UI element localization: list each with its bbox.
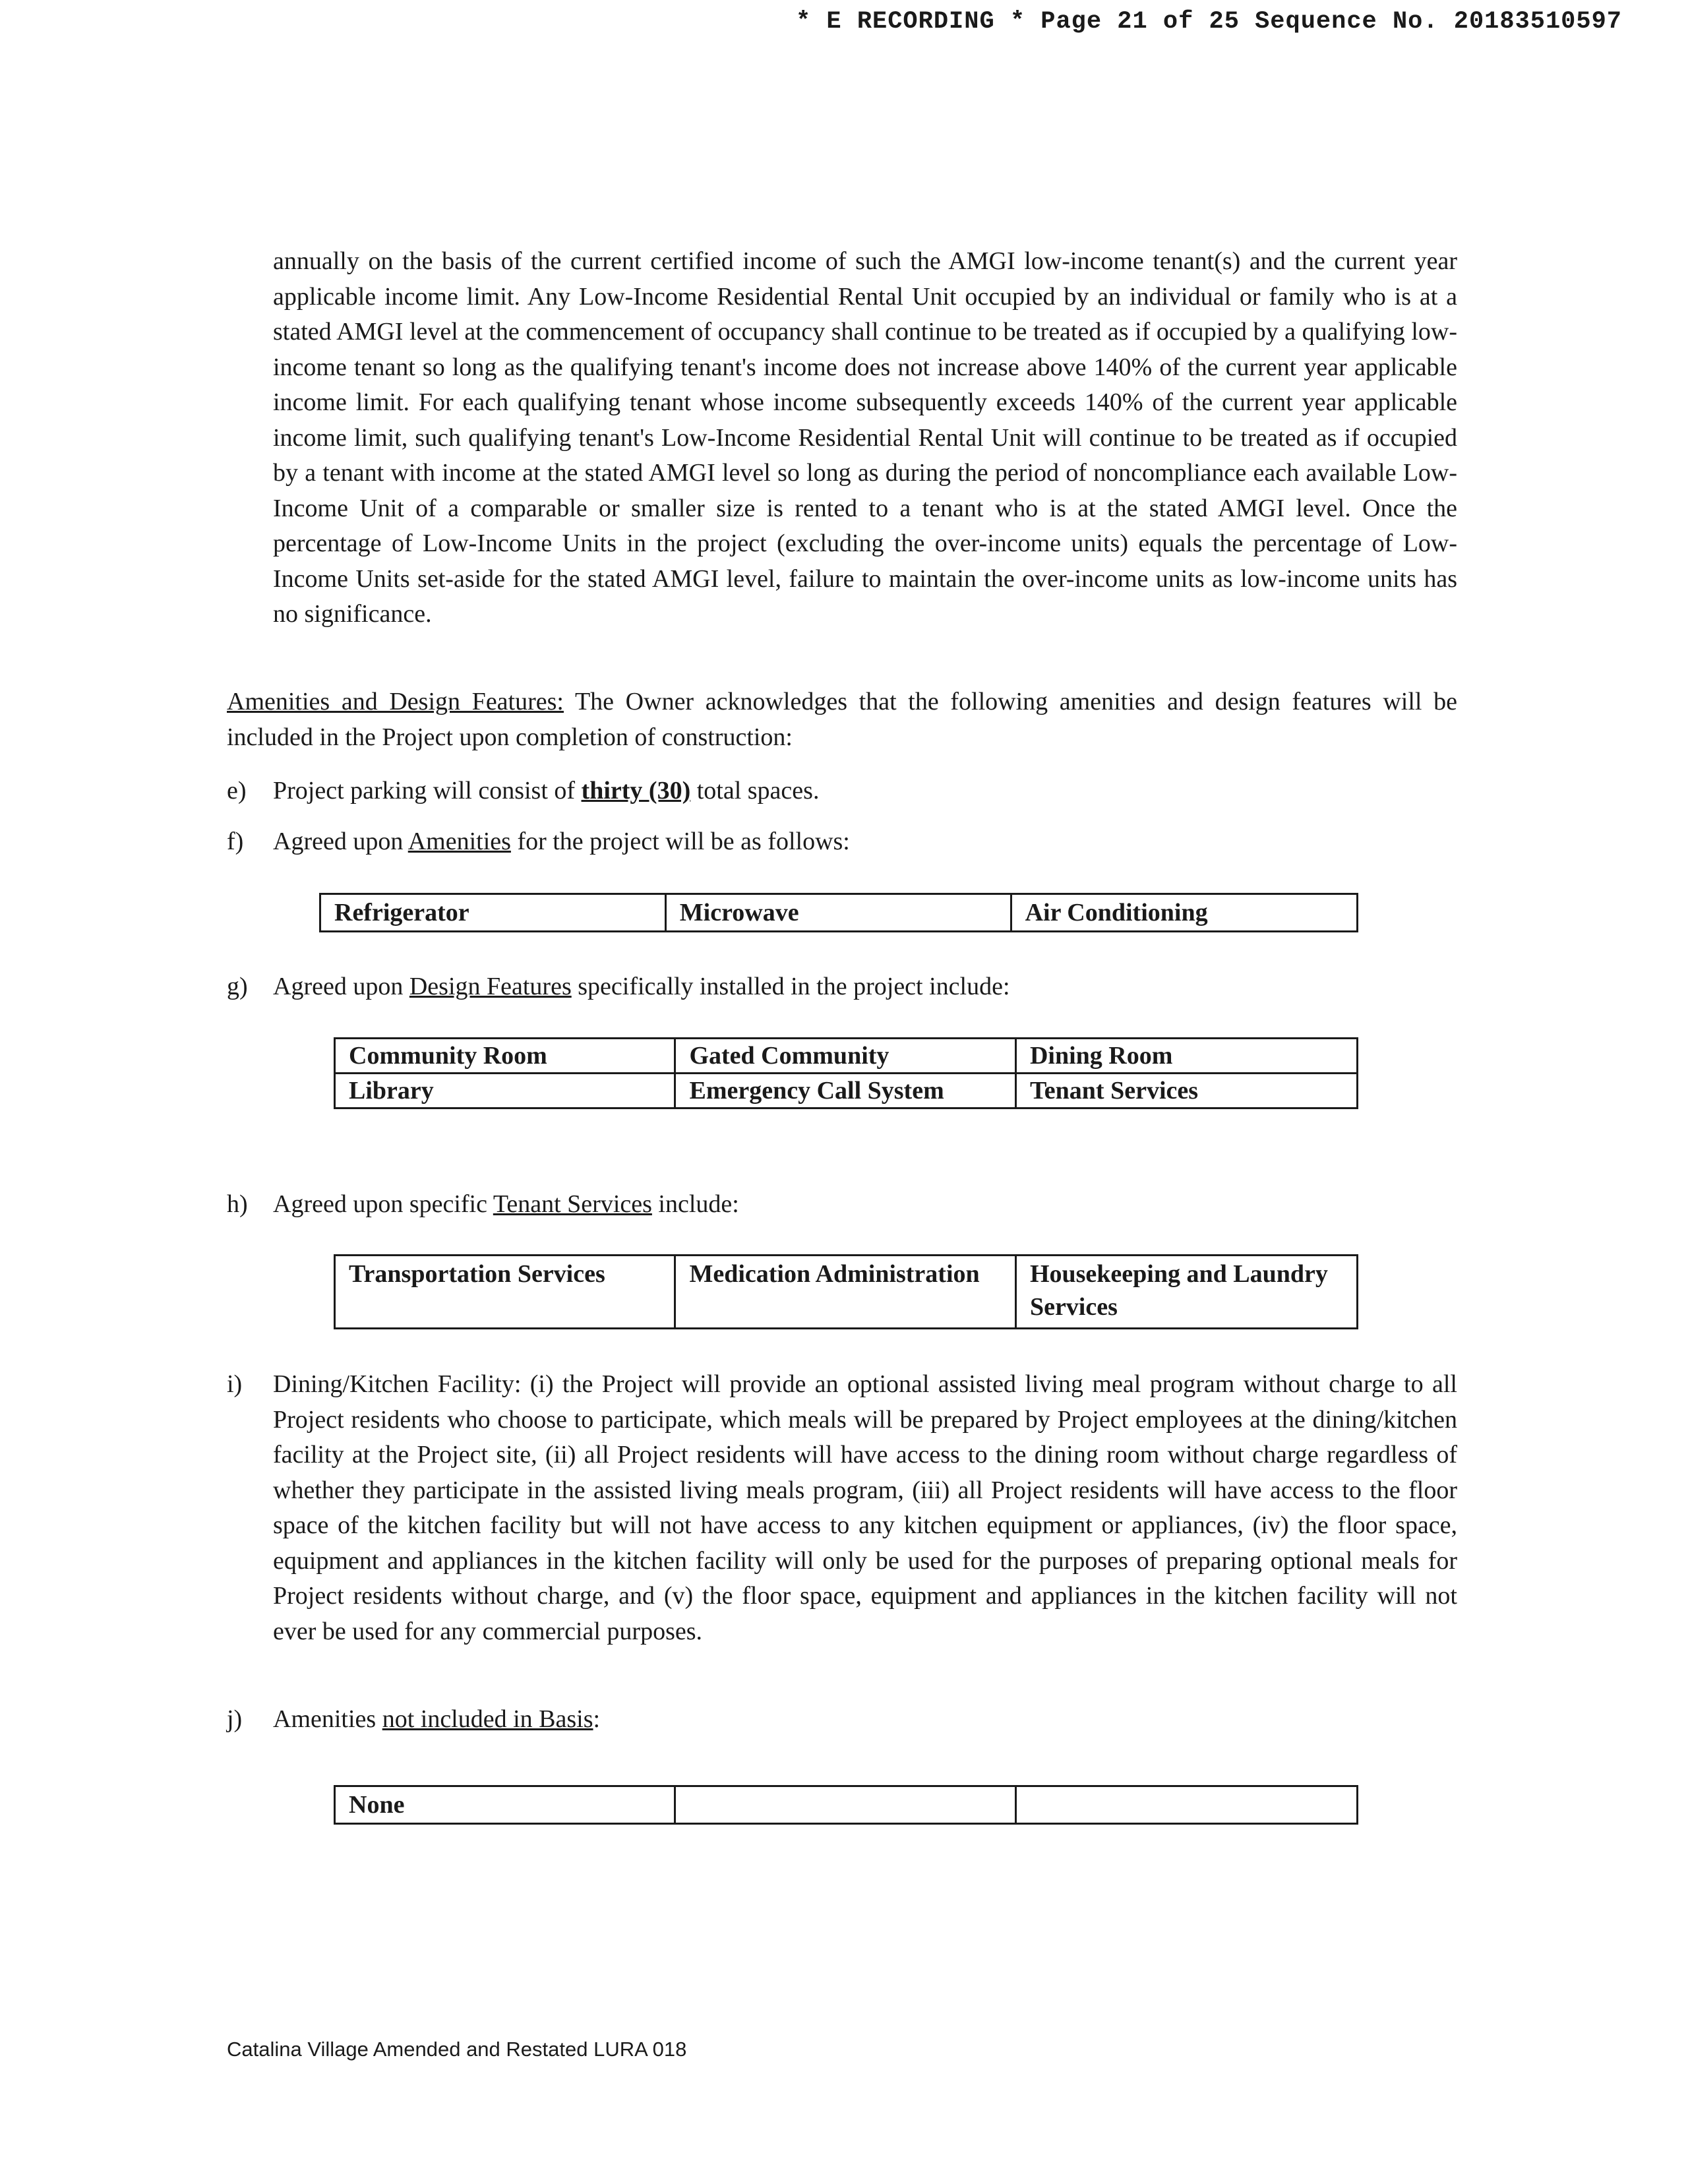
parking-count: thirty (30) bbox=[581, 777, 691, 804]
item-underlined-term: Tenant Services bbox=[493, 1190, 652, 1218]
item-label: g) bbox=[227, 973, 248, 1000]
item-label: h) bbox=[227, 1190, 248, 1218]
item-text: total spaces. bbox=[690, 777, 820, 804]
table-cell: Community Room bbox=[335, 1039, 675, 1074]
table-cell: Refrigerator bbox=[320, 894, 666, 932]
amenities-heading: Amenities and Design Features: bbox=[227, 688, 564, 715]
item-text: Amenities bbox=[273, 1705, 382, 1733]
table-row bbox=[335, 1256, 1358, 1329]
table-cell: None bbox=[335, 1786, 675, 1824]
not-in-basis-table bbox=[334, 1785, 1358, 1825]
table-row bbox=[320, 894, 1358, 932]
item-text: Agreed upon bbox=[273, 973, 409, 1000]
item-label: i) bbox=[227, 1370, 243, 1398]
item-text: include: bbox=[651, 1190, 739, 1218]
amenities-paragraph bbox=[227, 684, 1457, 755]
table-cell: Medication Administration bbox=[675, 1256, 1015, 1329]
item-text: Agreed upon bbox=[273, 828, 408, 855]
table-cell: Transportation Services bbox=[335, 1256, 675, 1329]
item-text: for the project will be as follows: bbox=[510, 828, 850, 855]
item-text: Project parking will consist of bbox=[273, 777, 582, 804]
document-footer: Catalina Village Amended and Restated LURA 018 bbox=[227, 2038, 687, 2061]
table-cell: Tenant Services bbox=[1015, 1074, 1357, 1108]
item-underlined-term: Amenities bbox=[407, 828, 511, 855]
amenities-intro: The Owner acknowledges that the following amenities and design features will be included in the Project upon completion of construction: bbox=[227, 688, 1458, 751]
item-label: j) bbox=[227, 1705, 243, 1733]
table-cell bbox=[1015, 1786, 1357, 1824]
table-cell bbox=[675, 1786, 1015, 1824]
item-text: Agreed upon specific bbox=[273, 1190, 493, 1218]
tenant-services-table bbox=[334, 1254, 1358, 1329]
table-row bbox=[335, 1786, 1358, 1824]
table-cell: Air Conditioning bbox=[1011, 894, 1357, 932]
item-text: Dining/Kitchen Facility: (i) the Project will provide an optional assisted living meal program without charge to all Project residents who choose to participate, which meals will be prepared by Project employees at the dining/kitchen facility at the Project site, (ii) all Project residents will have access to the dining room without charge regardless of whether they participate in the assisted living meals program, (iii) all Project residents will have access to the floor space of the kitchen facility but will not have access to any kitchen equipment or appliances, (iv) the floor space, equipment and appliances in the kitchen facility will only be used for the purposes of preparing optional meals for Project residents without charge, and (v) the floor space, equipment and appliances in the kitchen facility will not ever be used for any commercial purposes. bbox=[273, 1370, 1457, 1645]
table-cell: Microwave bbox=[665, 894, 1011, 932]
item-text: specifically installed in the project include: bbox=[571, 973, 1010, 1000]
amenities-table bbox=[319, 893, 1358, 932]
table-cell: Dining Room bbox=[1015, 1039, 1357, 1074]
table-row bbox=[335, 1074, 1358, 1108]
table-cell: Emergency Call System bbox=[675, 1074, 1015, 1108]
table-cell: Housekeeping and Laundry Services bbox=[1015, 1256, 1357, 1329]
design-features-table bbox=[334, 1037, 1358, 1109]
continued-paragraph: annually on the basis of the current certified income of such the AMGI low-income tenant(s) and the current year applicable income limit. Any Low-Income Residential Rental Unit occupied by an individual or family who is at a stated AMGI level at the commencement of occupancy shall continue to be treated as if occupied by a qualifying low-income tenant so long as the qualifying tenant's income does not increase above 140% of the current year applicable income limit. For each qualifying tenant whose income subsequently exceeds 140% of the current year applicable income limit, such qualifying tenant's Low-Income Residential Rental Unit will continue to be treated as if occupied by a tenant with income at the stated AMGI level so long as during the period of noncompliance each available Low-Income Unit of a comparable or smaller size is rented to a tenant who is at the stated AMGI level. Once the percentage of Low-Income Units in the project (excluding the over-income units) equals the percentage of Low-Income Units set-aside for the stated AMGI level, failure to maintain the over-income units as low-income units has no significance. bbox=[273, 247, 1457, 628]
recording-header: * E RECORDING * Page 21 of 25 Sequence No. 20183510597 bbox=[796, 8, 1622, 36]
table-row bbox=[335, 1039, 1358, 1074]
item-underlined-term: not included in Basis bbox=[382, 1705, 593, 1733]
item-label: f) bbox=[227, 828, 244, 855]
item-label: e) bbox=[227, 777, 247, 804]
table-cell: Gated Community bbox=[675, 1039, 1015, 1074]
item-underlined-term: Design Features bbox=[409, 973, 572, 1000]
item-text: : bbox=[593, 1705, 601, 1733]
table-cell: Library bbox=[335, 1074, 675, 1108]
